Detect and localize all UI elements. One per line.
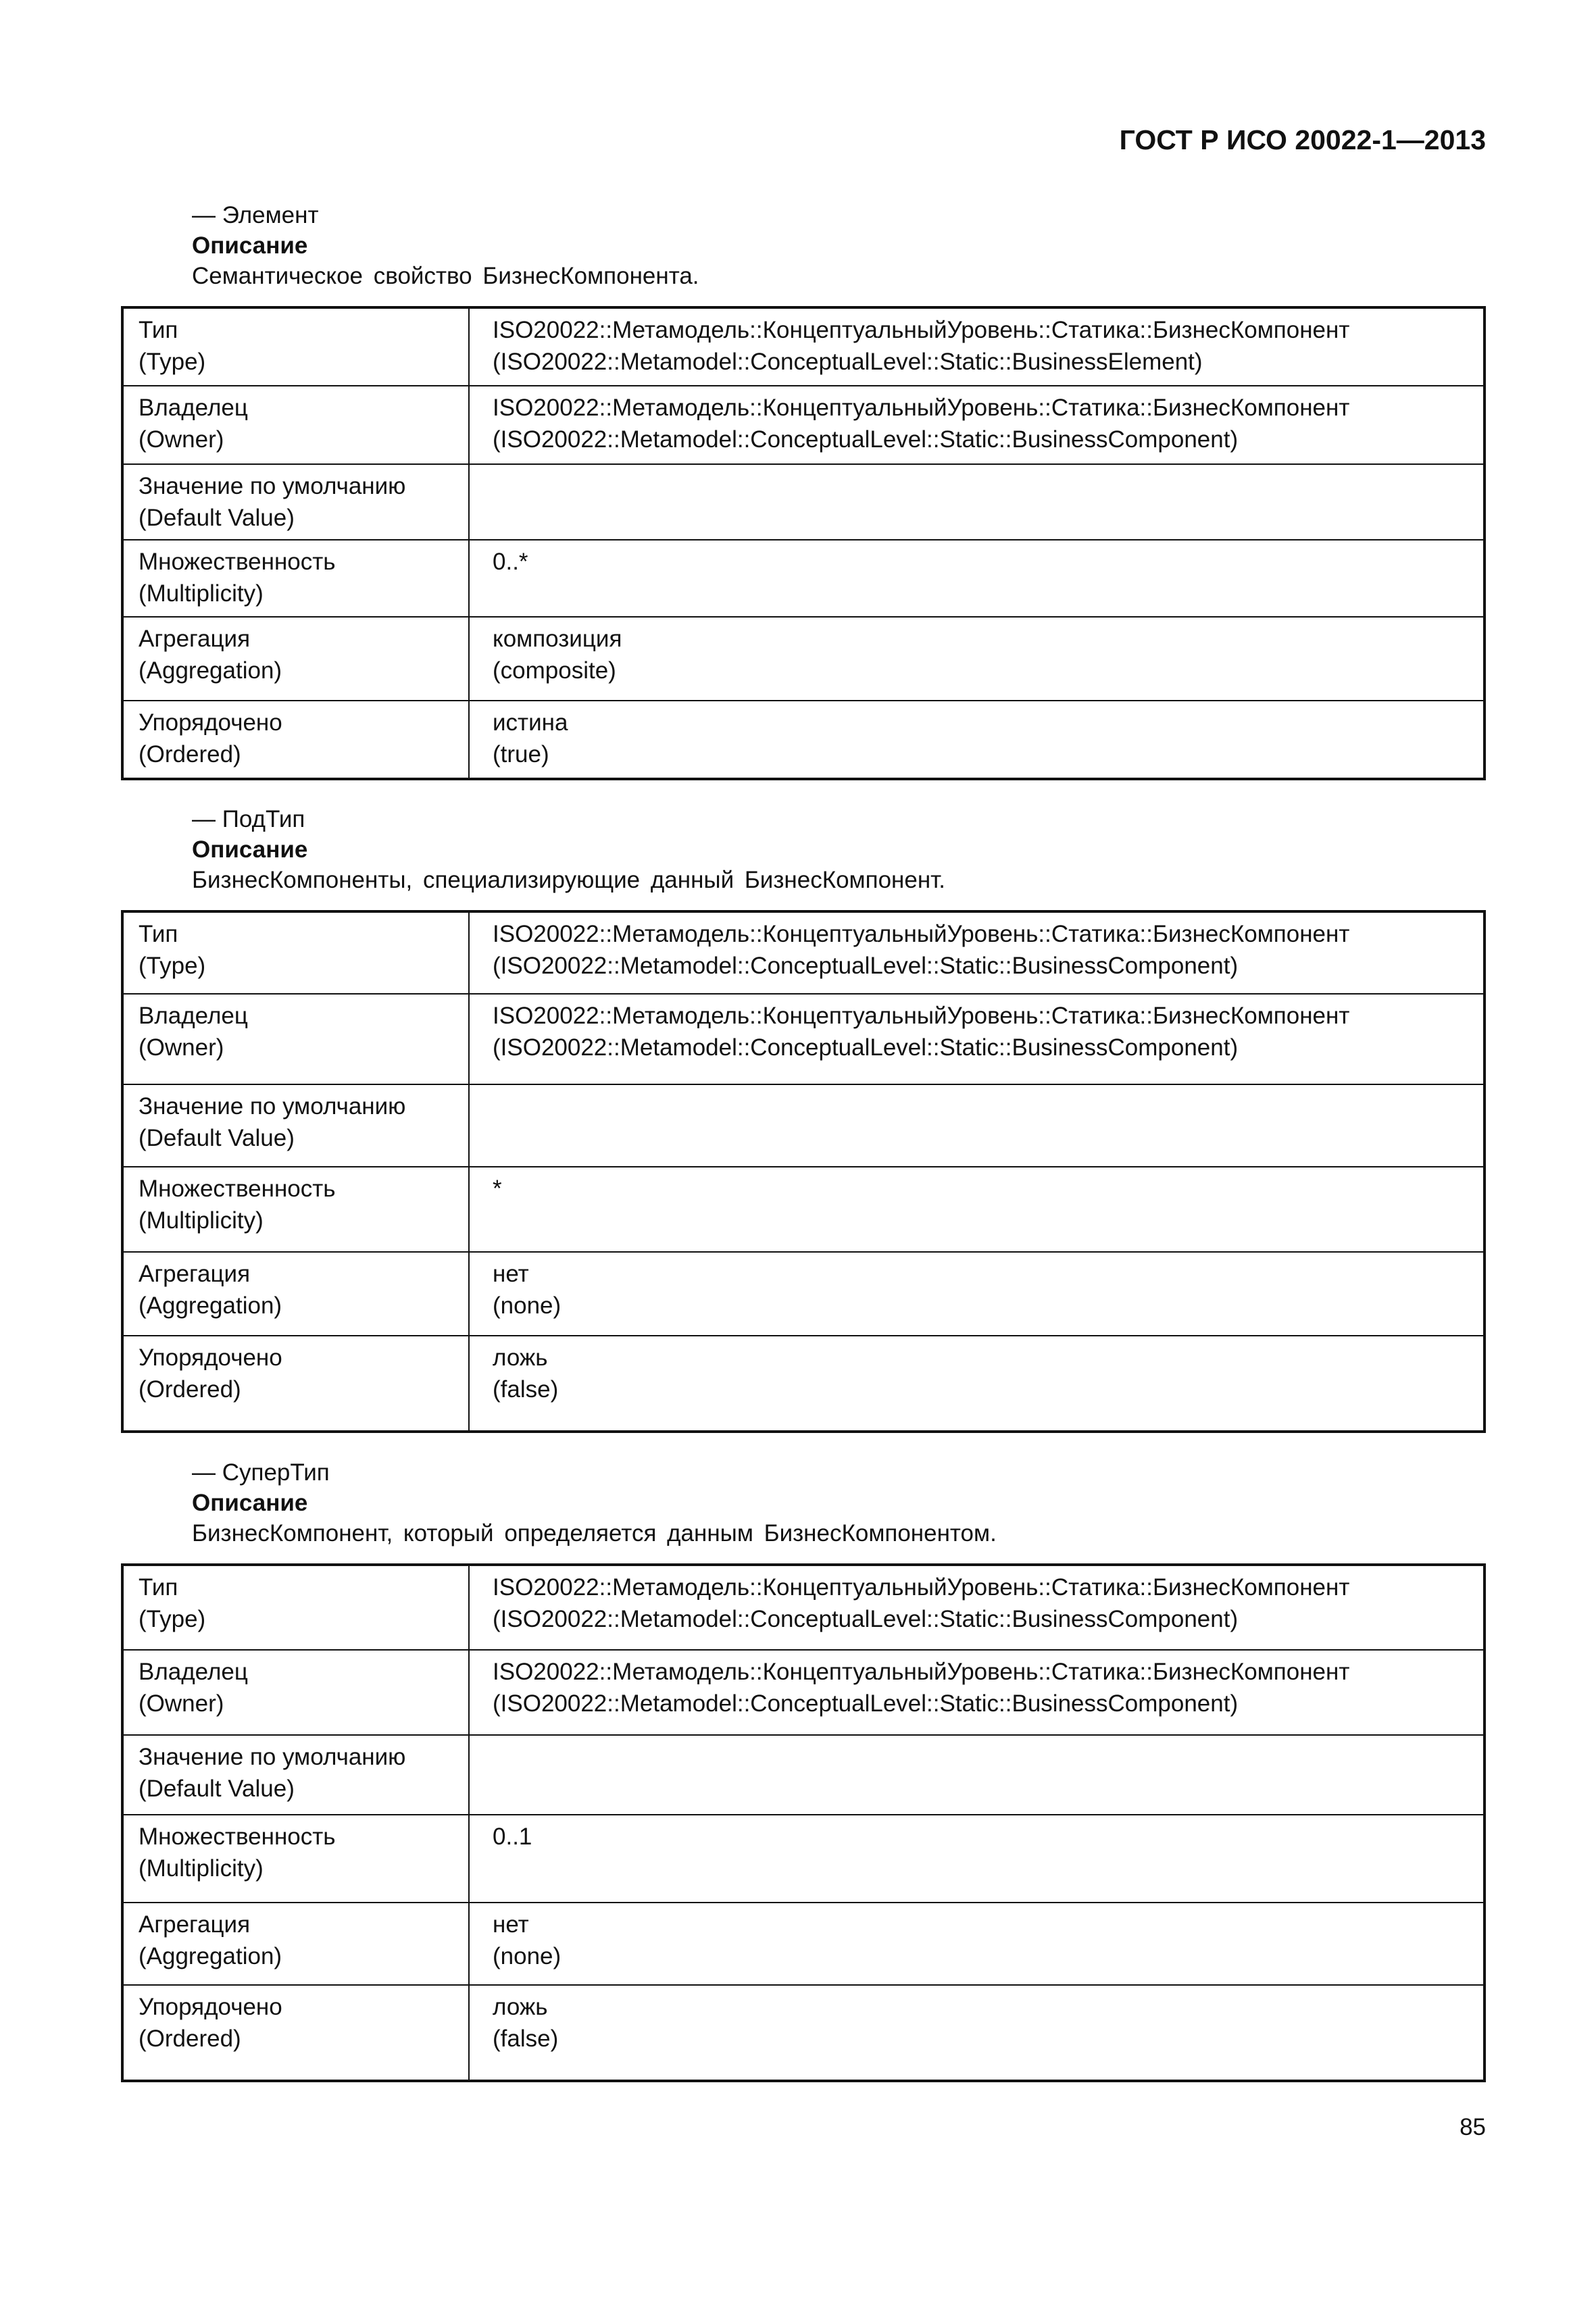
row-value [469,1985,1485,2081]
table-row [122,1735,1485,1815]
description-heading: Описание [192,1490,308,1516]
table-row [122,1084,1485,1167]
value-ru: ложь [493,1994,548,2020]
label-en: (Ordered) [139,1376,241,1403]
value-en: (none) [493,1292,562,1319]
label-ru: Множественность [139,1823,336,1850]
row-label [122,1252,469,1336]
description-heading: Описание [192,232,308,259]
value-ru: истина [493,709,568,736]
label-ru: Тип [139,1574,178,1601]
value-ru: нет [493,1911,529,1938]
section-subtype [121,804,1486,1433]
description-text: Семантическое свойство БизнесКомпонента. [192,263,699,289]
table-row [122,701,1485,779]
label-ru: Тип [139,921,178,947]
table-row [122,1650,1485,1735]
section-element [121,200,1486,780]
row-label [122,701,469,779]
row-value [469,617,1485,701]
row-label [122,307,469,386]
label-en: (Aggregation) [139,1292,282,1319]
label-ru: Множественность [139,1176,336,1202]
label-ru: Упорядочено [139,1344,282,1371]
table-row [122,1815,1485,1903]
value-ru: ложь [493,1344,548,1371]
row-label [122,1167,469,1252]
label-en: (Default Value) [139,1125,295,1151]
label-en: (Aggregation) [139,1943,282,1969]
description-text: БизнесКомпонент, который определяется данным БизнесКомпонентом. [192,1520,997,1546]
table-row [122,1903,1485,1985]
label-en: (Multiplicity) [139,580,264,607]
section-name: — ПодТип [192,806,305,832]
label-ru: Множественность [139,549,336,575]
table-row [122,540,1485,617]
value-ru: ISO20022::Метамодель::КонцептуальныйУровень::Статика::БизнесКомпонент [493,1003,1350,1029]
row-value [469,701,1485,779]
label-en: (Ordered) [139,741,241,768]
table-row [122,1985,1485,2081]
row-value [469,464,1485,540]
label-en: (Default Value) [139,1776,295,1802]
row-label [122,464,469,540]
row-value [469,1903,1485,1985]
section-intro [192,1457,1486,1549]
value-en: (ISO20022::Metamodel::ConceptualLevel::Static::BusinessComponent) [493,953,1239,979]
row-value [469,1565,1485,1650]
row-value [469,1252,1485,1336]
value-en: (ISO20022::Metamodel::ConceptualLevel::Static::BusinessElement) [493,349,1203,375]
label-ru: Тип [139,317,178,343]
row-label [122,911,469,994]
label-ru: Владелец [139,1003,248,1029]
label-ru: Значение по умолчанию [139,1093,406,1120]
section-name: — СуперТип [192,1459,330,1486]
description-text: БизнесКомпоненты, специализирующие данный БизнесКомпонент. [192,867,946,893]
row-value [469,1815,1485,1903]
value-ru: 0..* [493,549,528,575]
row-value [469,911,1485,994]
label-en: (Multiplicity) [139,1207,264,1234]
value-ru: * [493,1176,502,1202]
table-row [122,911,1485,994]
label-en: (Type) [139,953,206,979]
label-en: (Aggregation) [139,657,282,684]
label-ru: Владелец [139,1659,248,1685]
value-ru: ISO20022::Метамодель::КонцептуальныйУровень::Статика::БизнесКомпонент [493,921,1350,947]
row-label [122,1903,469,1985]
label-ru: Агрегация [139,1261,251,1287]
row-label [122,1084,469,1167]
value-en: (ISO20022::Metamodel::ConceptualLevel::Static::BusinessComponent) [493,1606,1239,1632]
table-row [122,994,1485,1084]
properties-table [121,306,1486,780]
table-row [122,1336,1485,1432]
row-label [122,540,469,617]
label-en: (Type) [139,349,206,375]
value-en: (false) [493,1376,559,1403]
row-value [469,307,1485,386]
label-ru: Значение по умолчанию [139,473,406,499]
label-ru: Владелец [139,395,248,421]
label-ru: Агрегация [139,626,251,652]
row-value [469,1084,1485,1167]
value-en: (composite) [493,657,616,684]
row-value [469,1650,1485,1735]
document-header: ГОСТ Р ИСО 20022-1—2013 [1119,124,1486,155]
section-intro [192,200,1486,291]
row-value [469,540,1485,617]
row-label [122,1735,469,1815]
section-supertype [121,1457,1486,2082]
value-en: (none) [493,1943,562,1969]
value-ru: ISO20022::Метамодель::КонцептуальныйУровень::Статика::БизнесКомпонент [493,395,1350,421]
row-value [469,1336,1485,1432]
properties-table [121,1563,1486,2082]
value-en: (ISO20022::Metamodel::ConceptualLevel::Static::BusinessComponent) [493,1034,1239,1061]
label-en: (Owner) [139,1034,224,1061]
table-row [122,464,1485,540]
label-ru: Значение по умолчанию [139,1744,406,1770]
value-en: (ISO20022::Metamodel::ConceptualLevel::Static::BusinessComponent) [493,426,1239,453]
label-en: (Owner) [139,1690,224,1717]
label-en: (Type) [139,1606,206,1632]
value-en: (false) [493,2026,559,2052]
value-ru: композиция [493,626,622,652]
table-row [122,1167,1485,1252]
label-en: (Default Value) [139,505,295,531]
table-row [122,617,1485,701]
description-heading: Описание [192,836,308,863]
label-ru: Упорядочено [139,1994,282,2020]
row-value [469,386,1485,464]
row-label [122,1565,469,1650]
label-ru: Упорядочено [139,709,282,736]
row-label [122,386,469,464]
row-value [469,1167,1485,1252]
row-label [122,994,469,1084]
properties-table [121,910,1486,1433]
value-en: (true) [493,741,549,768]
section-intro [192,804,1486,895]
value-ru: ISO20022::Метамодель::КонцептуальныйУровень::Статика::БизнесКомпонент [493,1659,1350,1685]
label-en: (Owner) [139,426,224,453]
table-row [122,1252,1485,1336]
table-row [122,386,1485,464]
row-label [122,617,469,701]
value-ru: ISO20022::Метамодель::КонцептуальныйУровень::Статика::БизнесКомпонент [493,1574,1350,1601]
value-ru: 0..1 [493,1823,532,1850]
table-row [122,307,1485,386]
label-ru: Агрегация [139,1911,251,1938]
row-label [122,1985,469,2081]
row-value [469,994,1485,1084]
row-label [122,1650,469,1735]
label-en: (Ordered) [139,2026,241,2052]
page-number: 85 [1460,2114,1486,2140]
value-ru: нет [493,1261,529,1287]
row-value [469,1735,1485,1815]
table-row [122,1565,1485,1650]
row-label [122,1815,469,1903]
row-label [122,1336,469,1432]
value-ru: ISO20022::Метамодель::КонцептуальныйУровень::Статика::БизнесКомпонент [493,317,1350,343]
label-en: (Multiplicity) [139,1855,264,1882]
section-name: — Элемент [192,202,319,228]
value-en: (ISO20022::Metamodel::ConceptualLevel::Static::BusinessComponent) [493,1690,1239,1717]
